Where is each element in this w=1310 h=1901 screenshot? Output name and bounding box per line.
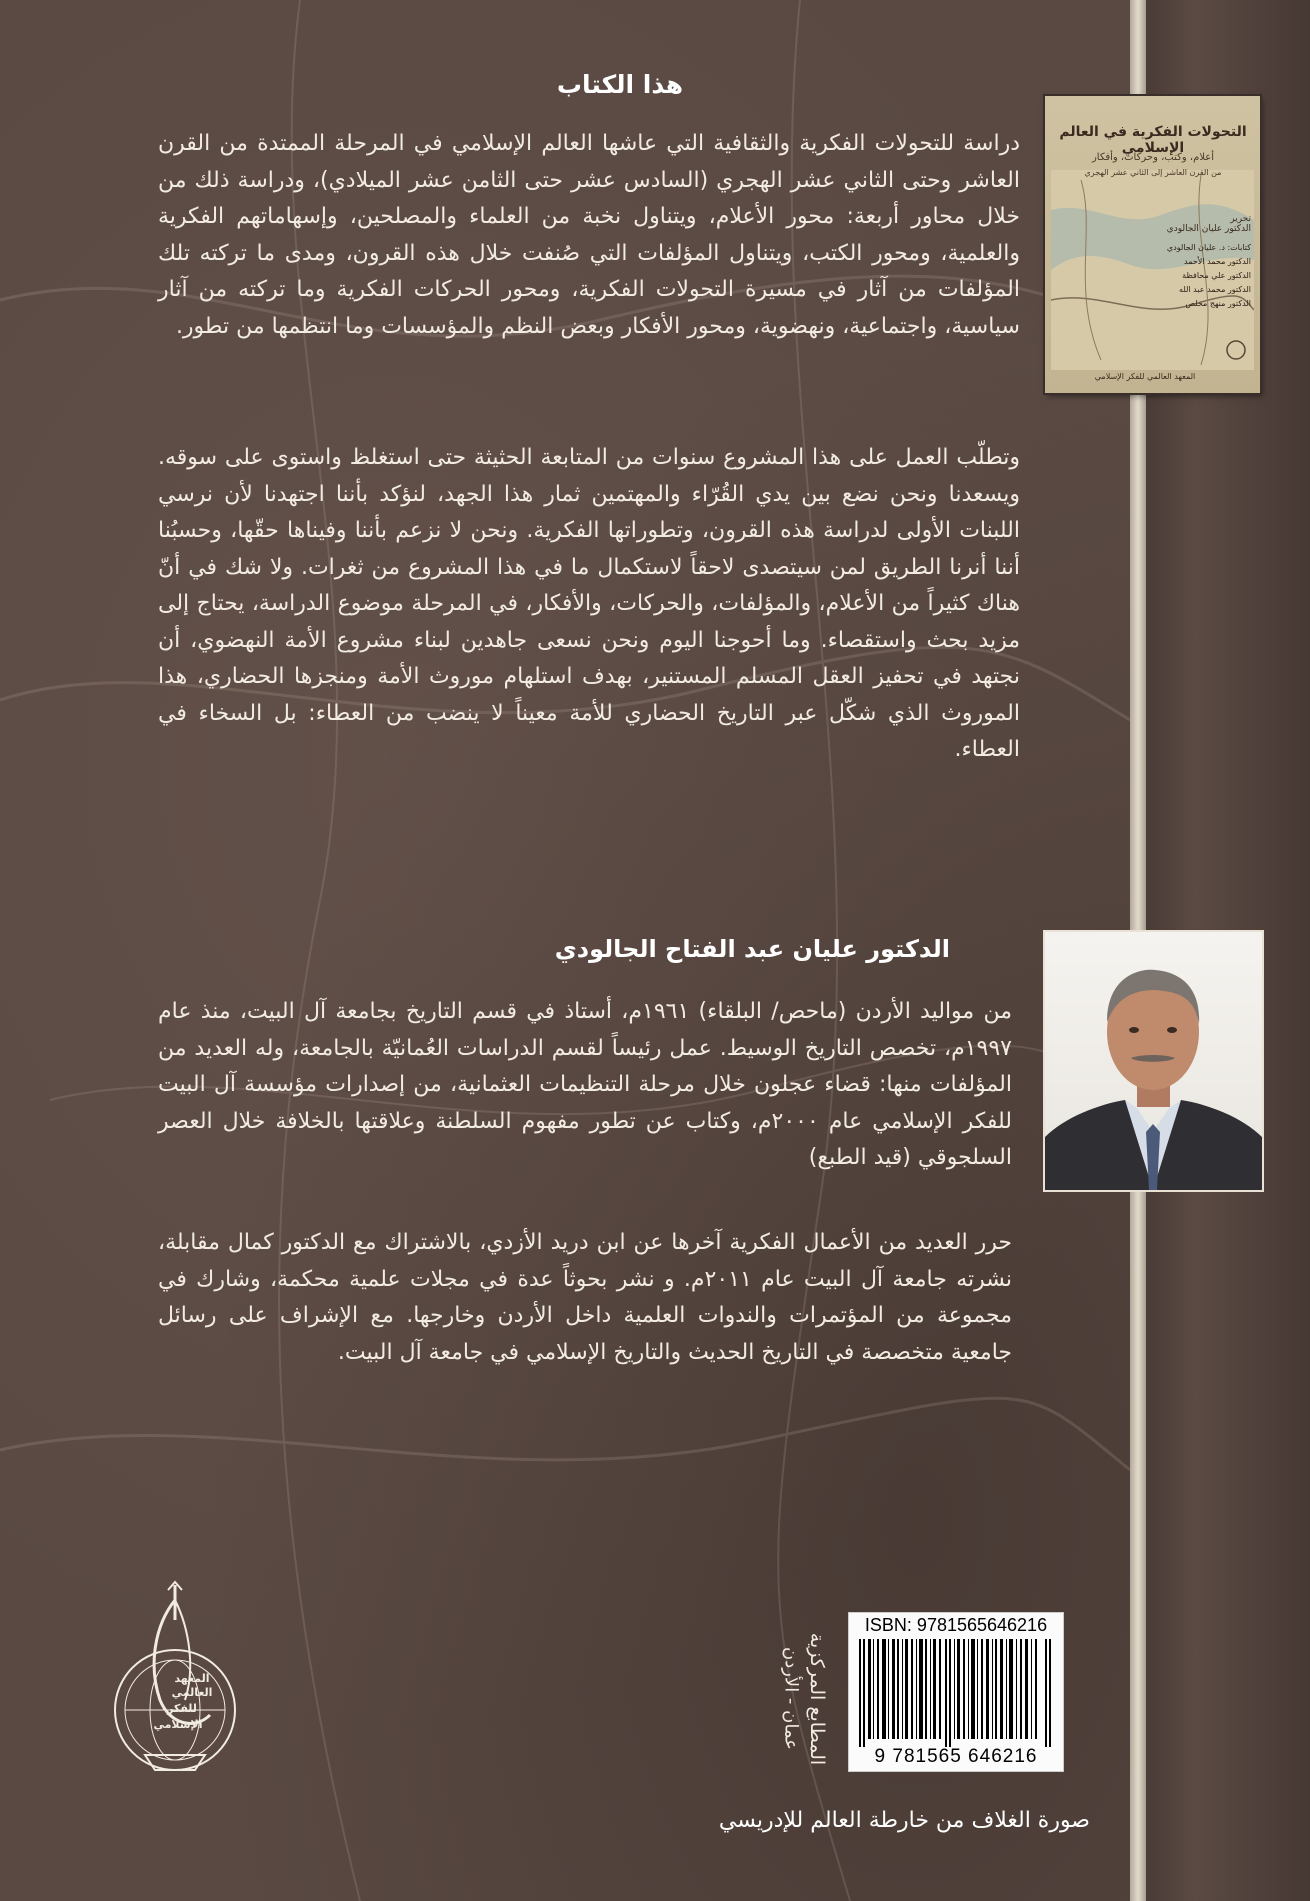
printer-info	[780, 1626, 834, 1776]
barcode	[848, 1612, 1064, 1772]
about-book-paragraph-2: وتطلّب العمل على هذا المشروع سنوات من المتابعة الحثيثة حتى استغلظ واستوى على سوقه. ويسعدنا ونحن نضع بين يدي القُرّاء والمهتمين ثمار هذا الجهد، لنؤكد بأننا اجتهدنا لأن نرسي اللبنات الأولى لدراسة هذه القرون، وتطوراتها الفكرية. ونحن لا نزعم بأننا وفيناها حقّها، وحسبُنا أننا أنرنا الطريق لمن سيتصدى لاحقاً لاستكمال ما في هذا المشروع من ثغرات. ولا شك في أنّ هناك كثيراً من الأعلام، والمؤلفات، والحركات، والأفكار، في المرحلة موضوع الدراسة، يحتاج إلى مزيد بحث واستقصاء. وما أحوجنا اليوم ونحن نسعى جاهدين لبناء مشروع الأمة النهضوي، أن نجتهد في تحفيز العقل المسلم المستنير، بهدف استلهام موروث الأمة ومنجزها الحضاري، هذا الموروث الذي شكّل عبر التاريخ الحضاري للأمة معيناً لا ينضب من العطاء: بل السخاء في العطاء.	[158, 445, 1020, 762]
book-cover-thumbnail	[1045, 96, 1260, 393]
isbn-label: ISBN: 9781565646216	[864, 1615, 1048, 1635]
publisher-logo	[100, 1580, 250, 1785]
thumbnail-editor-name: الدكتور عليان الجالودي	[1166, 224, 1251, 234]
about-book-paragraph-1: دراسة للتحولات الفكرية والثقافية التي عاشها العالم الإسلامي في المرحلة الممتدة من القرن العاشر وحتى الثاني عشر الهجري (السادس عشر حتى الثامن عشر الميلادي)، ودراسة ذلك من خلال محاور أربعة: محور الأعلام، ويتناول نخبة من العلماء والمصلحين، وإسهاماتهم الفكرية والعلمية، ومحور الكتب، ويتناول المؤلفات التي صُنفت خلال هذه القرون، ومدى ما تركته تلك المؤلفات من آثار في مسيرة التحولات الفكرية، ومحور الحركات الفكرية وما تركته من آثار سياسية، واجتماعية، ونهضوية، ومحور الأفكار وبعض النظم والمؤسسات وما انتظمها من تطور.	[158, 131, 1020, 339]
thumbnail-editor	[1055, 214, 1251, 234]
thumbnail-author: كتابات: د. عليان الجالودي	[1166, 243, 1251, 252]
thumbnail-authors	[1055, 241, 1251, 311]
barcode-bars	[859, 1639, 1053, 1747]
printer-line-2: عمان - الأردن	[780, 1647, 802, 1750]
thumbnail-title: التحولات الفكرية في العالم الإسلامي	[1059, 124, 1247, 156]
logo-text-1: المعهد	[174, 1672, 210, 1685]
thumbnail-author: الدكتور منهج مخلص	[1185, 299, 1251, 308]
thumbnail-editor-label: تحرير	[1230, 214, 1251, 224]
logo-text-3: للفكر	[167, 1702, 197, 1715]
author-photo	[1043, 930, 1264, 1192]
logo-text-2: العالمي	[171, 1686, 213, 1699]
thumbnail-publisher: المعهد العالمي للفكر الإسلامي	[1094, 372, 1196, 381]
author-bio-1: من مواليد الأردن (ماحص/ البلقاء) ١٩٦١م، أستاذ في قسم التاريخ بجامعة آل البيت، منذ عام ١٩٩٧م، تخصص التاريخ الوسيط. عمل رئيساً لقسم الدراسات العُمانيّة بالجامعة، وله العديد من المؤلفات منها: قضاء عجلون خلال مرحلة التنظيمات العثمانية، من إصدارات مؤسسة آل البيت للفكر الإسلامي عام ٢٠٠٠م، وكتاب عن تطور مفهوم السلطنة وعلاقتها بالخلافة خلال العصر السلجوقي (قيد الطبع)	[158, 999, 1012, 1170]
author-name: الدكتور عليان عبد الفتاح الجالودي	[554, 935, 950, 963]
thumbnail-author: الدكتور محمد الأحمد	[1184, 257, 1251, 266]
about-book-heading: هذا الكتاب	[556, 70, 684, 99]
thumbnail-period: من القرن العاشر إلى الثاني عشر الهجري	[1084, 168, 1222, 177]
author-bio-2: حرر العديد من الأعمال الفكرية آخرها عن ابن دريد الأزدي، بالاشتراك مع الدكتور كمال مقابلة، نشرته جامعة آل البيت عام ٢٠١١م. و نشر بحوثاً عدة في مجلات علمية محكمة، وشارك في مجموعة من المؤتمرات والندوات العلمية داخل الأردن وخارجها. مع الإشراف على رسائل جامعية متخصصة في التاريخ الحديث والتاريخ الإسلامي في جامعة آل البيت.	[158, 1230, 1012, 1365]
logo-text-4: الإسلامي	[153, 1718, 203, 1731]
thumbnail-author: الدكتور علي محافظة	[1182, 271, 1251, 280]
thumbnail-subtitle: أعلام، وكتب، وحركات، وأفكار	[1091, 152, 1215, 163]
author-portrait-illustration	[1045, 932, 1262, 1190]
thumbnail-author: الدكتور محمد عبد الله	[1179, 285, 1251, 294]
printer-line-1: المطابع المركزية	[806, 1632, 828, 1766]
cover-caption: صورة الغلاف من خارطة العالم للإدريسي	[718, 1808, 1090, 1833]
barcode-number: 9 781565 646216	[874, 1746, 1038, 1767]
